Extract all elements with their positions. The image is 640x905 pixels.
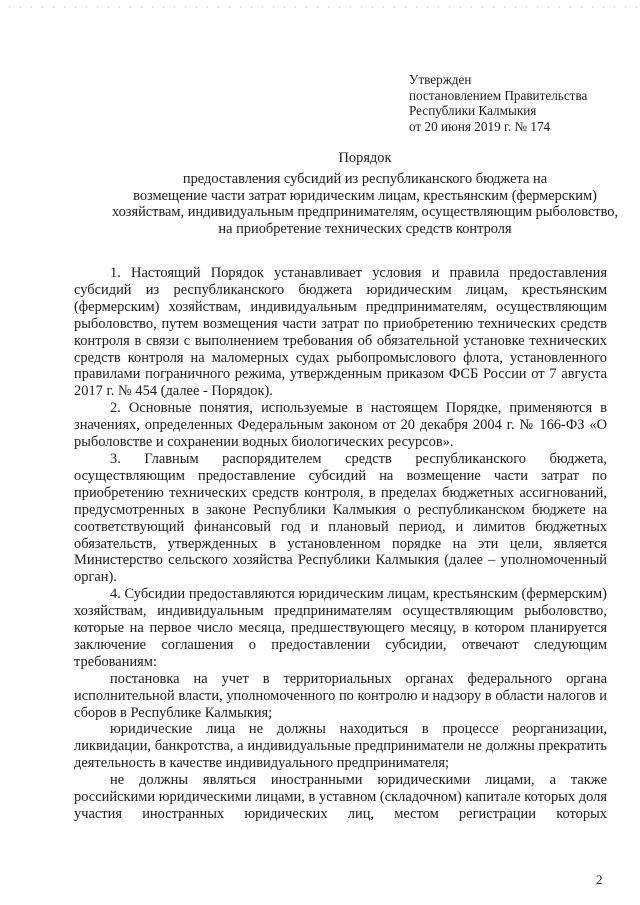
- paragraph-4: 4. Субсидии предоставляются юридическим лицам, крестьянским (фермерским) хозяйствам, индивидуальным предпринимателям осуществляющим рыболовство, которые на первое число месяца, предшествующего месяцу, в котором планируется заключение соглашения о предоставлении субсидии, отвечают следующим требованиям:: [74, 586, 607, 670]
- paragraph-2: 2. Основные понятия, используемые в настоящем Порядке, применяются в значениях, определенных Федеральным законом от 20 декабря 2004 г. № 166-ФЗ «О рыболовстве и сохранении водных биологических ресурсов».: [74, 400, 607, 451]
- document-body: [74, 265, 607, 823]
- requirement-3: не должны являться иностранными юридическими лицами, а также российскими юридическими лицами, в уставном (складочном) капитале которых доля участия иностранных юридических лиц, местом регистрации которых: [74, 772, 607, 822]
- requirement-1: постановка на учет в территориальных органах федерального органа исполнительной власти, уполномоченного по контролю и надзору в области налогов и сборов в Республике Калмыкия;: [74, 670, 607, 721]
- document-title: [95, 150, 635, 238]
- paragraph-1: 1. Настоящий Порядок устанавливает условия и правила предоставления субсидий из республиканского бюджета юридическим лицам, крестьянским (фермерским) хозяйствам, индивидуальным предпринимателям, осуществляющим рыболовство, путем возмещения части затрат по приобретению технических средств контроля в связи с выполнением требования об обязательной установке технических средств контроля на маломерных судах рыбопромыслового флота, установленного правилами пограничного режима, утвержденным приказом ФСБ России от 7 августа 2017 г. № 454 (далее - Порядок).: [74, 265, 607, 400]
- title-line: хозяйствам, индивидуальным предпринимателям, осуществляющим рыболовство,: [111, 204, 619, 221]
- approval-line: постановлением Правительства: [409, 87, 588, 103]
- requirement-2: юридические лица не должны находиться в процессе реорганизации, ликвидации, банкротства, а индивидуальные предприниматели не должны прекратить деятельность в качестве индивидуального предпринимателя;: [74, 721, 607, 772]
- page-number: 2: [596, 872, 603, 887]
- approval-stamp: [409, 72, 587, 134]
- title-line: на приобретение технических средств контроля: [218, 221, 512, 238]
- title-main: Порядок: [338, 150, 392, 166]
- title-line: предоставления субсидий из республиканского бюджета на: [182, 170, 548, 187]
- title-line: возмещение части затрат юридическим лицам, крестьянским (фермерским): [133, 187, 597, 204]
- approval-line: Республики Калмыкия: [409, 103, 537, 118]
- scan-artifact-dots: [0, 0, 640, 14]
- paragraph-3: 3. Главным распорядителем средств республиканского бюджета, осуществляющим предоставление субсидий на возмещение части затрат по приобретению технических средств контроля, в пределах бюджетных ассигнований, предусмотренных в законе Республики Калмыкия о республиканском бюджете на соответствующий финансовый год и плановый период, и лимитов бюджетных обязательств, утвержденных в установленном порядке на эти цели, является Министерство сельского хозяйства Республики Калмыкия (далее – уполномоченный орган).: [74, 450, 607, 586]
- approval-line: Утвержден: [409, 72, 472, 87]
- approval-line: от 20 июня 2019 г. № 174: [409, 118, 551, 134]
